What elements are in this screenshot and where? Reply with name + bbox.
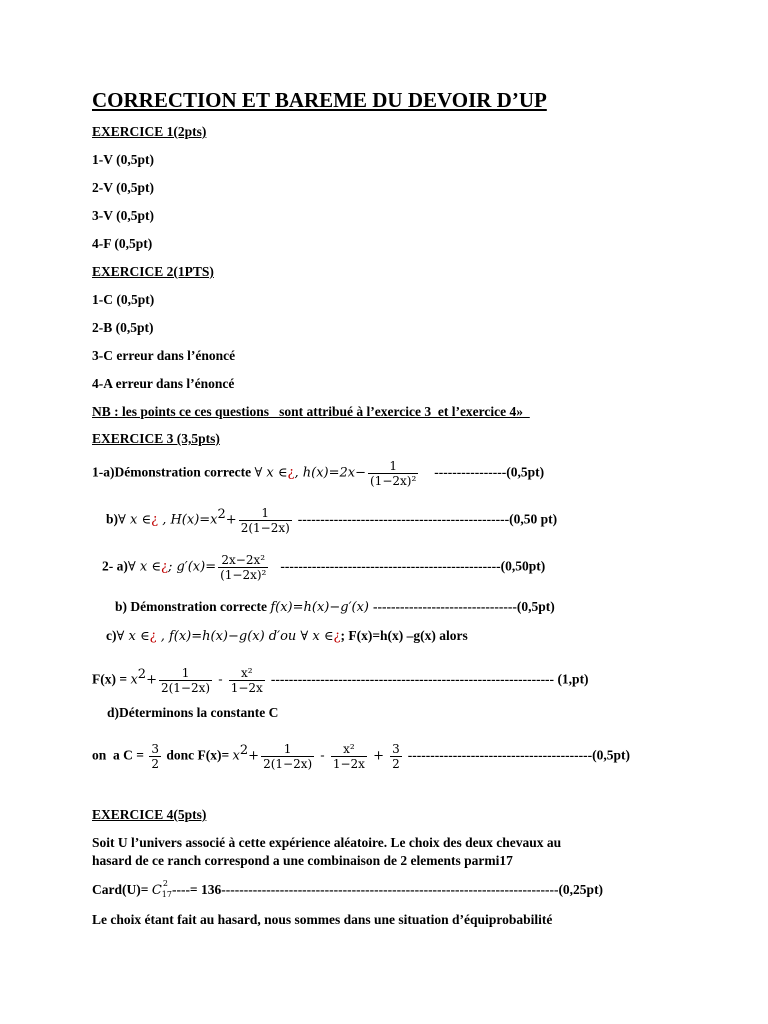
card-prefix: Card(U)= xyxy=(92,882,152,897)
c-minus: - xyxy=(316,748,329,764)
ex2-item-2: 2-B (0,5pt) xyxy=(92,320,154,335)
ex3-q2c-line xyxy=(106,628,468,645)
card-c-sup: 2 xyxy=(162,879,168,888)
c-frac-num: 3 xyxy=(151,742,159,756)
c-frac-den: 2 xyxy=(151,757,159,771)
fx-frac1-den: 2(1−2x) xyxy=(160,681,211,695)
ex1-item-4: 4-F (0,5pt) xyxy=(92,236,153,251)
ex1-item-1: 1-V (0,5pt) xyxy=(92,152,154,167)
ex3-q2d-line: d)Déterminons la constante C xyxy=(107,705,279,720)
q2a-dashes: ------------------------------------------------- xyxy=(280,558,501,574)
card-suffix: ----= 136 xyxy=(171,882,222,897)
fx-x: x xyxy=(130,672,138,688)
ex3-q1a-line xyxy=(92,459,544,488)
ex3-q1b-line xyxy=(106,506,557,535)
ex1-item-2: 2-V (0,5pt) xyxy=(92,180,154,195)
q2a-g-expr: ; g′(x)= xyxy=(167,559,217,575)
q2a-label: 2- a) xyxy=(102,558,128,574)
q1a-points: (0,5pt) xyxy=(506,464,545,480)
q2c-inv-question-2: ¿ xyxy=(333,629,341,644)
fx-dashes: --------------------------------------------------------------- xyxy=(270,671,555,687)
q1a-inv-question: ¿ xyxy=(287,465,295,481)
q2c-f-expr: , f(x)=h(x)−g(x) d′ou ∀ x ∈ xyxy=(156,629,334,644)
card-combination xyxy=(151,879,172,899)
q1a-dashes: ---------------- xyxy=(434,464,507,480)
q2c-forall: ∀ x ∈ xyxy=(116,629,150,644)
ex4-card-line xyxy=(92,879,604,903)
ex3-q2a-line xyxy=(102,553,545,582)
q2c-label: c) xyxy=(106,628,117,643)
q2a-points: (0,50pt) xyxy=(500,558,546,574)
fx-fraction-1 xyxy=(159,666,212,695)
q2c-tail: ; F(x)=h(x) –g(x) alors xyxy=(340,628,468,643)
fx-fraction-2 xyxy=(229,666,265,695)
c-plus: + xyxy=(248,748,260,764)
q2a-frac-num: 2x−2x² xyxy=(218,553,268,568)
ex2-note: NB : les points ce ces questions sont attribué à l’exercice 3 et l’exercice 4» xyxy=(92,404,530,419)
q1a-forall: ∀ x ∈ xyxy=(254,465,288,481)
fx-frac1-num: 1 xyxy=(159,666,212,681)
q1b-fraction xyxy=(239,506,292,535)
card-points: (0,25pt) xyxy=(558,882,604,897)
q1b-frac-num: 1 xyxy=(239,506,292,521)
q1b-dashes: ----------------------------------------------- xyxy=(297,511,510,527)
q1a-label: 1-a)Démonstration correcte xyxy=(92,464,255,480)
ex4-para2: Le choix étant fait au hasard, nous sommes dans une situation d’équiprobabilité xyxy=(92,912,553,927)
ex3-Fx-line xyxy=(92,666,589,695)
fx-plus: + xyxy=(146,672,157,688)
fx-frac2-num: x² xyxy=(229,666,265,681)
fx-sup: 2 xyxy=(137,667,147,683)
q2b-dashes: -------------------------------- xyxy=(373,599,517,614)
c-points: (0,5pt) xyxy=(592,747,630,763)
c-fraction-3 xyxy=(390,742,402,771)
q2a-inv-question: ¿ xyxy=(160,559,168,575)
q2b-label: b) Démonstration correcte xyxy=(115,599,271,614)
q2b-math: f(x)=h(x)−g′(x) xyxy=(270,600,369,615)
c-fraction-2 xyxy=(331,742,367,771)
page-title: CORRECTION ET BAREME DU DEVOIR D’UP xyxy=(92,88,547,112)
c-frac1-den: 2(1−2x) xyxy=(263,757,313,771)
card-dashes: --------------------------------------------------------------------------- xyxy=(221,882,559,897)
q2a-fraction xyxy=(218,553,268,582)
ex3-heading: EXERCICE 3 (3,5pts) xyxy=(92,431,220,446)
ex3-q2b-line xyxy=(115,599,555,616)
q1b-plus: + xyxy=(225,512,237,528)
c-x: x xyxy=(232,748,240,764)
c-frac1-num: 1 xyxy=(261,742,314,757)
ex2-item-1: 1-C (0,5pt) xyxy=(92,292,155,307)
c-frac3-num: 3 xyxy=(392,742,400,756)
card-c: C xyxy=(151,883,162,898)
q1a-frac-num: 1 xyxy=(368,459,418,474)
c-prefix: on a C = xyxy=(92,747,148,763)
q2a-frac-den: (1−2x)² xyxy=(220,568,267,582)
c-fraction-1 xyxy=(261,742,314,771)
c-dashes: ----------------------------------------- xyxy=(407,747,593,763)
fx-frac2-den: 1−2x xyxy=(230,681,263,695)
ex1-item-3: 3-V (0,5pt) xyxy=(92,208,154,223)
q1b-label: b) xyxy=(106,511,119,527)
c-sup: 2 xyxy=(239,743,249,759)
fx-points: (1,pt) xyxy=(554,671,589,687)
c-donc: donc F(x)= xyxy=(162,747,233,763)
fx-label: F(x) = xyxy=(92,671,131,687)
ex4-para1-line2: hasard de ce ranch correspond a une combinaison de 2 elements parmi17 xyxy=(92,853,513,868)
ex4-heading: EXERCICE 4(5pts) xyxy=(92,807,207,822)
ex2-item-4: 4-A erreur dans l’énoncé xyxy=(92,376,235,391)
ex3-c-line xyxy=(92,742,630,771)
c-frac2-den: 1−2x xyxy=(332,757,365,771)
c-plus-2: + xyxy=(368,748,389,764)
ex1-heading: EXERCICE 1(2pts) xyxy=(92,124,207,139)
q1a-fraction xyxy=(368,459,418,488)
c-frac2-num: x² xyxy=(331,742,367,757)
q1b-forall: ∀ x ∈ xyxy=(118,512,152,528)
c-fraction xyxy=(149,742,161,771)
ex2-heading: EXERCICE 2(1PTS) xyxy=(92,264,214,279)
q1b-H-expr: , H(x)=x xyxy=(158,512,218,528)
q1b-points: (0,50 pt) xyxy=(509,511,558,527)
c-frac3-den: 2 xyxy=(392,757,400,771)
q1a-h-expr: , h(x)=2x− xyxy=(294,465,366,481)
card-c-sub: 17 xyxy=(161,890,172,899)
q1a-frac-den: (1−2x)² xyxy=(370,474,417,488)
ex4-para1-line1: Soit U l’univers associé à cette expérience aléatoire. Le choix des deux chevaux au xyxy=(92,835,562,850)
q1b-frac-den: 2(1−2x) xyxy=(240,521,290,535)
q2b-points: (0,5pt) xyxy=(516,599,555,614)
q2c-inv-question: ¿ xyxy=(149,629,157,644)
q1b-inv-question: ¿ xyxy=(151,512,159,528)
q2a-forall: ∀ x ∈ xyxy=(127,559,161,575)
fx-minus: - xyxy=(214,672,227,688)
q1b-sup: 2 xyxy=(217,507,226,523)
ex2-item-3: 3-C erreur dans l’énoncé xyxy=(92,348,236,363)
